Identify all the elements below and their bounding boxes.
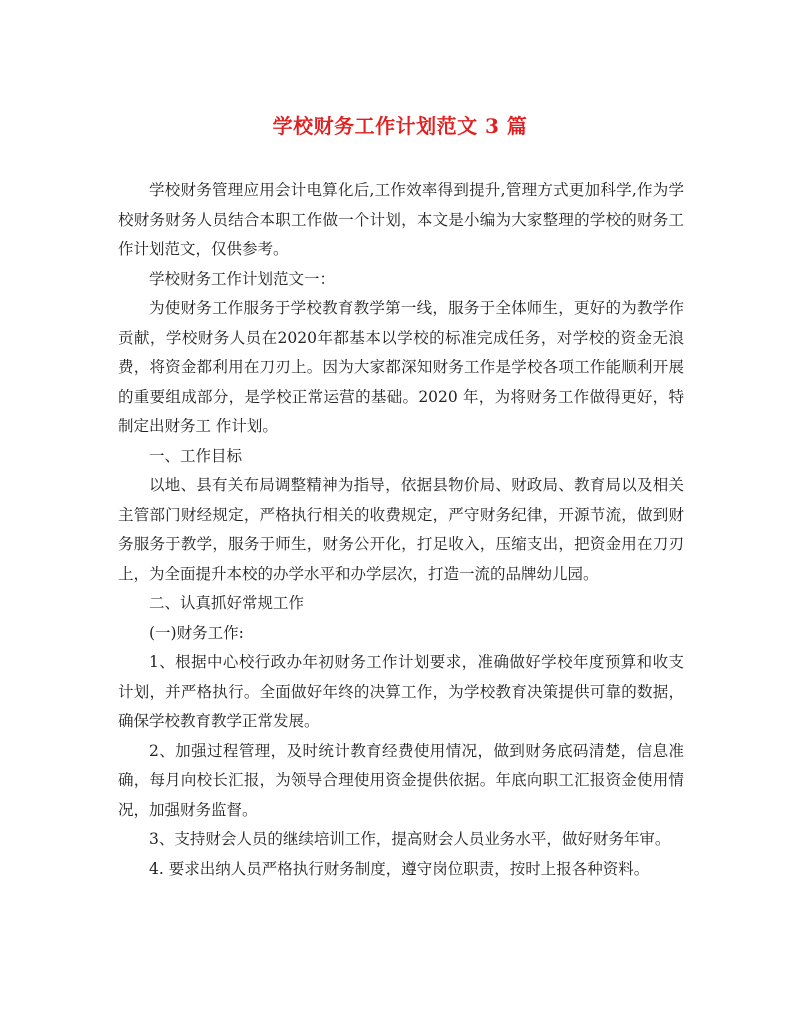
document-body (118, 176, 684, 884)
paragraph-intro: 学校财务管理应用会计电算化后,工作效率得到提升,管理方式更加科学,作为学校财务财务人员结合本职工作做一个计划，本文是小编为大家整理的学校的财务工作计划范文，仅供参考。 (118, 181, 684, 258)
paragraph-item-1: 1、根据中心校行政办年初财务工作计划要求，准确做好学校年度预算和收支计划，并严格执行。全面做好年终的决算工作，为学校教育决策提供可靠的数据，确保学校教育教学正常发展。 (118, 653, 684, 730)
document-title: 学校财务工作计划范文 3 篇 (272, 114, 528, 138)
paragraph-goals: 以地、县有关布局调整精神为指导，依据县物价局、财政局、教育局以及相关主管部门财经规定，严格执行相关的收费规定，严守财务纪律，开源节流，做到财务服务于教学，服务于师生，财务公开化，打足收入，压缩支出，把资金用在刀刃上，为全面提升本校的办学水平和办学层次，打造一流的品牌幼儿园。 (118, 476, 684, 583)
paragraph-item-4: 4. 要求出纳人员严格执行财务制度，遵守岗位职责，按时上报各种资料。 (149, 859, 650, 878)
paragraph-item-3: 3、支持财会人员的继续培训工作，提高财会人员业务水平，做好财务年审。 (149, 830, 671, 848)
paragraph-purpose: 为使财务工作服务于学校教育教学第一线，服务于全体师生，更好的为教学作贡献，学校财务人员在2020年都基本以学校的标准完成任务，对学校的资金无浪费，将资金都利用在刀刃上。因为大家都深知财务工作是学校各项工作能顺利开展的重要组成部分，是学校正常运营的基础。2020 年，为将财务工作做得更好，特制定出财务工 作计划。 (118, 299, 684, 435)
section-heading-routine: 二、认真抓好常规工作 (149, 594, 305, 612)
paragraph-item-2: 2、加强过程管理，及时统计教育经费使用情况，做到财务底码清楚，信息准确，每月向校长汇报，为领导合理使用资金提供依据。年底向职工汇报资金使用情况，加强财务监督。 (118, 741, 684, 819)
paragraph-sample-one-heading: 学校财务工作计划范文一： (149, 269, 336, 288)
section-heading-goals: 一、工作目标 (149, 446, 243, 465)
subsection-heading-finance: (一)财务工作: (149, 623, 244, 642)
